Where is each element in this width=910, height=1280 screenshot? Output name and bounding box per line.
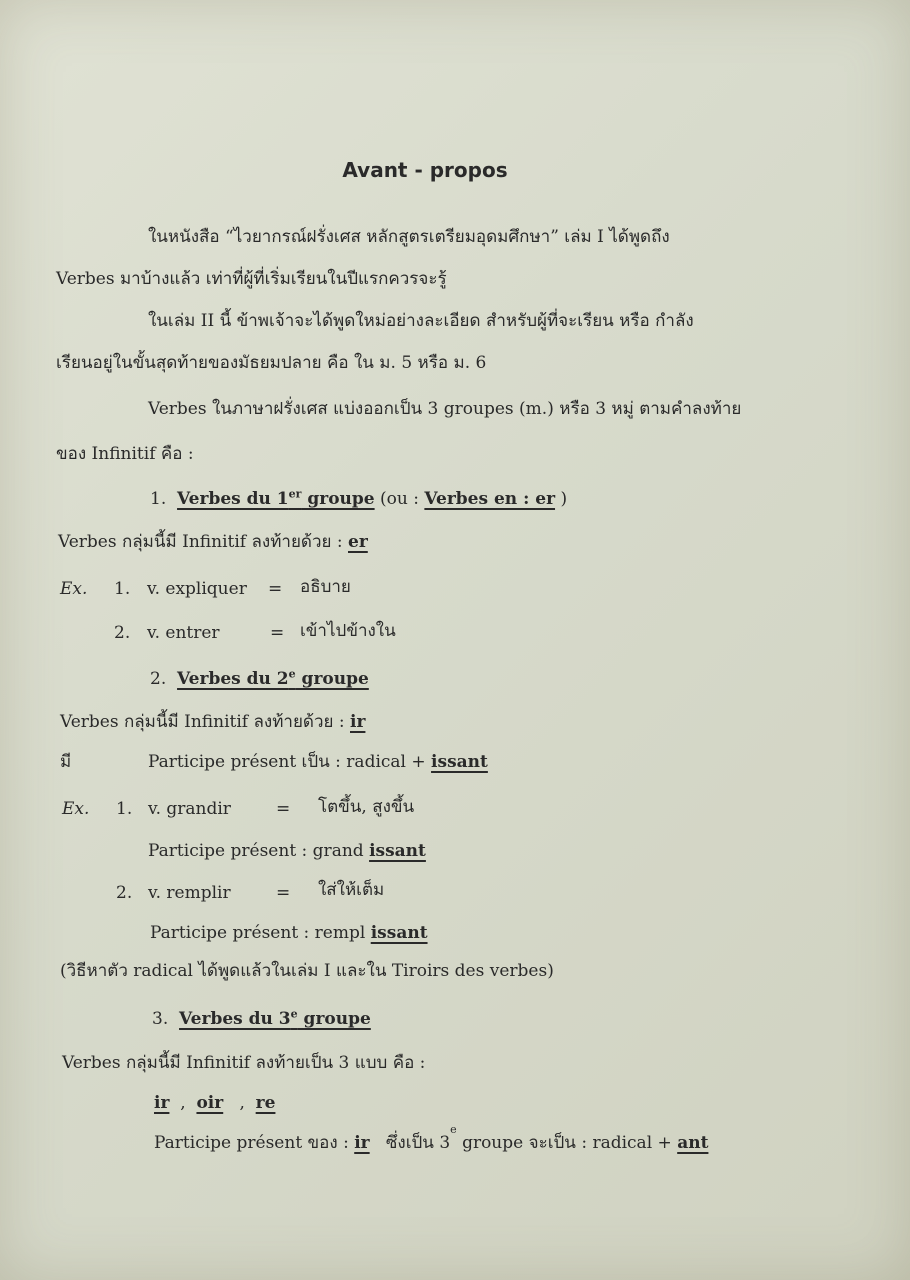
group1-rule-text: Verbes กลุ่มนี้มี Infinitif ลงท้ายด้วย : (58, 532, 343, 552)
group1-ex2-eq: = (270, 623, 285, 643)
group2-note: (วิธีหาตัว radical ได้พูดแล้วในเล่ม I และใน Tiroirs des verbes) (60, 961, 554, 981)
group2-ex1-num: 1. (116, 799, 133, 819)
group2-ex-label: Ex. (62, 799, 90, 819)
page-title: Avant - propos (342, 158, 508, 182)
group1-rule (58, 531, 368, 553)
group2-pp-rule-text: Participe présent เป็น : radical + (148, 752, 426, 772)
group3-ending-ir: ir (154, 1093, 170, 1113)
group3-title-sup: e (290, 1007, 298, 1021)
group2-ex2-pp-ending: issant (370, 923, 428, 943)
group1-rule-ending: er (348, 532, 368, 552)
group3-ending-oir: oir (196, 1093, 224, 1113)
group1-ex2-verb: v. entrer (147, 623, 220, 643)
group2-title-main: Verbes du 2 (177, 669, 289, 689)
group2-title-end: groupe (295, 669, 369, 689)
group1-ex1-num: 1. (114, 579, 131, 599)
group3-sep-2: , (239, 1093, 245, 1113)
group3-title (179, 1009, 371, 1029)
group1-ex2-num: 2. (114, 623, 131, 643)
group1-title-main: Verbes du 1 (177, 489, 289, 509)
group3-title-end: groupe (297, 1009, 371, 1029)
group3-pp-sup: e (450, 1123, 457, 1137)
group2-rule-ending: ir (350, 712, 366, 732)
group2-ex1-verb: v. grandir (148, 799, 231, 819)
group2-ex1-pp-ending: issant (369, 841, 426, 861)
group3-rule: Verbes กลุ่มนี้มี Infinitif ลงท้ายเป็น 3 แบบ คือ : (62, 1053, 426, 1073)
group2-ex1-meaning: โตขึ้น, สูงขึ้น (318, 797, 415, 817)
group2-ex2-pp (150, 922, 428, 944)
group2-ex1-pp-text: Participe présent : grand (148, 841, 364, 861)
group2-title (177, 669, 369, 689)
para1-line2: Verbes มาบ้างแล้ว เท่าที่ผู้ที่เริ่มเรียนในปีแรกควรจะรู้ (56, 269, 447, 289)
group1-number: 1. (150, 489, 167, 509)
group3-pp-text-a: Participe présent ของ : (154, 1133, 349, 1153)
group3-title-main: Verbes du 3 (179, 1009, 291, 1029)
group2-title-sup: e (288, 667, 296, 681)
para1-line1: ในหนังสือ “ไวยากรณ์ฝรั่งเศส หลักสูตรเตรียมอุดมศึกษา” เล่ม I ได้พูดถึง (148, 227, 670, 247)
para2-line1: ในเล่ม II นี้ ข้าพเจ้าจะได้พูดใหม่อย่างละเอียด สำหรับผู้ที่จะเรียน หรือ กำลัง (148, 311, 694, 331)
group1-ex1-eq: = (268, 579, 283, 599)
group3-pp-text-c: groupe จะเป็น : radical + (462, 1133, 672, 1153)
group3-pp-ending: ant (677, 1133, 709, 1153)
para3-line2: ของ Infinitif คือ : (56, 444, 194, 464)
group1-paren-open: (ou : (380, 489, 419, 509)
group1-ex1-meaning: อธิบาย (300, 577, 351, 597)
group1-title-sup: er (288, 487, 302, 501)
group3-number: 3. (152, 1009, 169, 1029)
group1-paren-close: ) (560, 489, 568, 509)
group2-mi: มี (60, 752, 72, 772)
group2-number: 2. (150, 669, 167, 689)
group2-rule (60, 711, 365, 733)
para2-line2: เรียนอยู่ในขั้นสุดท้ายของมัธยมปลาย คือ ใน ม. 5 หรือ ม. 6 (56, 353, 487, 373)
group2-ex2-num: 2. (116, 883, 133, 903)
group1-ex1-verb: v. expliquer (147, 579, 247, 599)
group1-alt-title: Verbes en : er (424, 489, 556, 509)
group1-title (177, 489, 375, 509)
group3-heading (152, 1008, 371, 1030)
group2-ex1-pp (148, 840, 426, 862)
para3-line1: Verbes ในภาษาฝรั่งเศส แบ่งออกเป็น 3 groupes (m.) หรือ 3 หมู่ ตามคำลงท้าย (148, 399, 742, 419)
group2-rule-text: Verbes กลุ่มนี้มี Infinitif ลงท้ายด้วย : (60, 712, 345, 732)
group2-heading (150, 668, 369, 690)
group3-ending-re: re (255, 1093, 276, 1113)
group1-ex-label: Ex. (60, 579, 88, 599)
group2-ex2-verb: v. remplir (148, 883, 231, 903)
group3-pp-text-b: ซึ่งเป็น 3 (385, 1133, 451, 1153)
group3-endings (154, 1092, 275, 1114)
group2-ex1-eq: = (276, 799, 291, 819)
group2-pp-ending: issant (431, 752, 488, 772)
group2-ex2-eq: = (276, 883, 291, 903)
group2-ex2-meaning: ใส่ให้เต็ม (318, 880, 385, 900)
group1-heading (150, 488, 567, 510)
group3-sep-1: , (180, 1093, 186, 1113)
group1-title-end: groupe (301, 489, 375, 509)
group2-pp-rule (148, 751, 488, 773)
group3-pp-ir: ir (354, 1133, 370, 1153)
group3-pp-rule (154, 1123, 709, 1154)
group1-ex2-meaning: เข้าไปข้างใน (300, 621, 396, 641)
group2-ex2-pp-text: Participe présent : rempl (150, 923, 366, 943)
